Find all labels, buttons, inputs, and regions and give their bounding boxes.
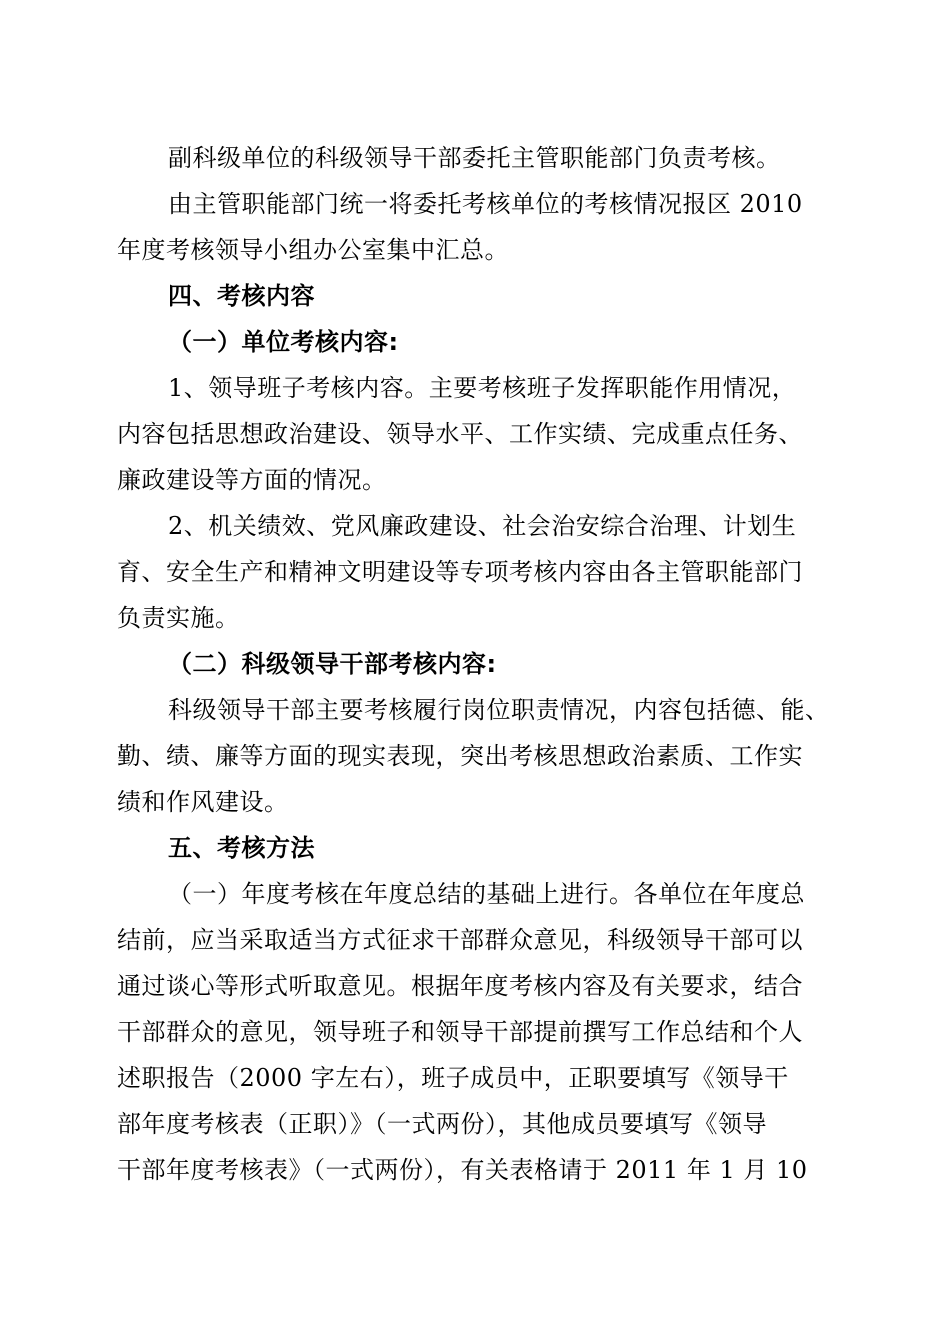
section-heading: 五、考核方法 [168, 834, 315, 862]
section-heading: 四、考核内容 [168, 282, 315, 310]
paragraph-line: 科级领导干部主要考核履行岗位职责情况，内容包括德、能、 [168, 696, 830, 724]
paragraph-line: （一）年度考核在年度总结的基础上进行。各单位在年度总 [168, 880, 805, 908]
paragraph-line: 通过谈心等形式听取意见。根据年度考核内容及有关要求，结合 [117, 972, 803, 1000]
paragraph-line: 1、领导班子考核内容。主要考核班子发挥职能作用情况， [168, 374, 797, 402]
paragraph-line: 年度考核领导小组办公室集中汇总。 [117, 236, 509, 264]
paragraph-line: 副科级单位的科级领导干部委托主管职能部门负责考核。 [168, 144, 781, 172]
paragraph-line: 勤、绩、廉等方面的现实表现，突出考核思想政治素质、工作实 [117, 742, 803, 770]
paragraph-line: 部年度考核表（正职）》（一式两份），其他成员要填写《领导 [117, 1110, 767, 1138]
paragraph-line: 绩和作风建设。 [117, 788, 289, 816]
paragraph-line: 述职报告（2000 字左右），班子成员中，正职要填写《领导干 [117, 1064, 789, 1092]
subsection-heading: （二）科级领导干部考核内容: [168, 650, 497, 678]
paragraph-line: 干部年度考核表》（一式两份），有关表格请于 2011 年 1 月 10 [117, 1156, 808, 1184]
paragraph-line: 2、机关绩效、党风廉政建设、社会治安综合治理、计划生 [168, 512, 797, 540]
subsection-heading: （一）单位考核内容: [168, 328, 399, 356]
paragraph-line: 育、安全生产和精神文明建设等专项考核内容由各主管职能部门 [117, 558, 803, 586]
paragraph-line: 内容包括思想政治建设、领导水平、工作实绩、完成重点任务、 [117, 420, 803, 448]
paragraph-line: 由主管职能部门统一将委托考核单位的考核情况报区 2010 [168, 190, 803, 218]
paragraph-line: 廉政建设等方面的情况。 [117, 466, 387, 494]
paragraph-line: 结前，应当采取适当方式征求干部群众意见，科级领导干部可以 [117, 926, 803, 954]
paragraph-line: 干部群众的意见，领导班子和领导干部提前撰写工作总结和个人 [117, 1018, 803, 1046]
paragraph-line: 负责实施。 [117, 604, 240, 632]
